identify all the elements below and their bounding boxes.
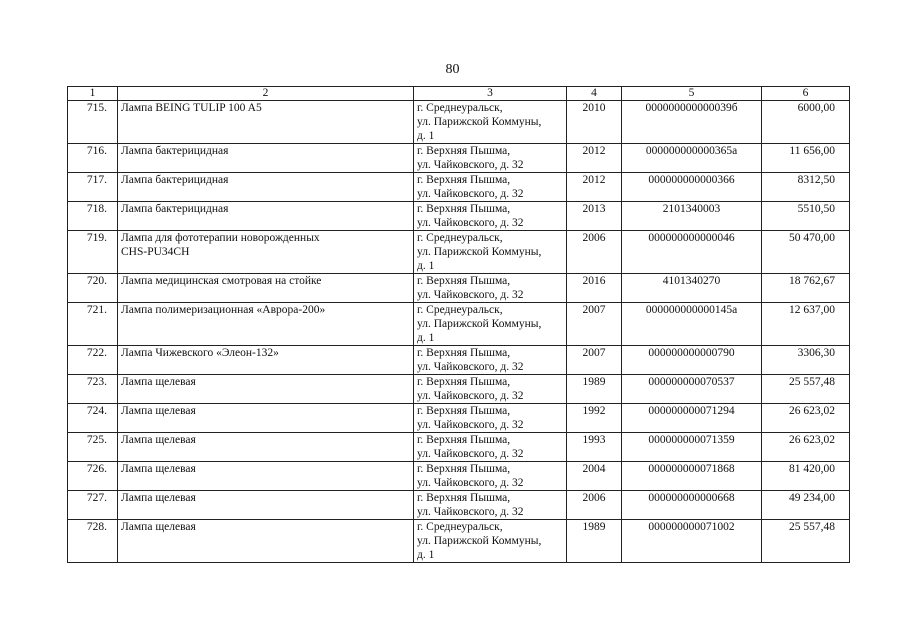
item-name bbox=[118, 491, 414, 520]
column-header: 2 bbox=[118, 87, 414, 101]
item-year: 2012 bbox=[567, 173, 622, 202]
item-name bbox=[118, 346, 414, 375]
address-line: ул. Чайковского, д. 32 bbox=[417, 159, 524, 171]
item-year: 2007 bbox=[567, 303, 622, 346]
address-line: г. Среднеуральск, bbox=[417, 232, 503, 244]
item-year: 2010 bbox=[567, 101, 622, 144]
item-year: 2016 bbox=[567, 274, 622, 303]
item-cost: 3306,30 bbox=[762, 346, 850, 375]
item-address bbox=[414, 274, 567, 303]
address-line: г. Среднеуральск, bbox=[417, 521, 503, 533]
inventory-number: 2101340003 bbox=[622, 202, 762, 231]
table-row bbox=[68, 303, 850, 346]
inventory-number: 000000000000145а bbox=[622, 303, 762, 346]
item-year: 1992 bbox=[567, 404, 622, 433]
item-name bbox=[118, 173, 414, 202]
item-name-line: Лампа бактерицидная bbox=[121, 145, 229, 157]
item-year: 1989 bbox=[567, 520, 622, 563]
item-address bbox=[414, 144, 567, 173]
address-line: ул. Чайковского, д. 32 bbox=[417, 390, 524, 402]
address-line: г. Среднеуральск, bbox=[417, 102, 503, 114]
item-cost: 8312,50 bbox=[762, 173, 850, 202]
item-address bbox=[414, 404, 567, 433]
row-number: 720. bbox=[68, 274, 118, 303]
address-line: ул. Чайковского, д. 32 bbox=[417, 188, 524, 200]
item-year: 2006 bbox=[567, 491, 622, 520]
item-name-line: Лампа бактерицидная bbox=[121, 203, 229, 215]
row-number: 723. bbox=[68, 375, 118, 404]
item-cost: 11 656,00 bbox=[762, 144, 850, 173]
item-name-line: Лампа щелевая bbox=[121, 492, 196, 504]
item-year: 2012 bbox=[567, 144, 622, 173]
item-name-line: CHS-PU34CH bbox=[121, 246, 190, 258]
table-row bbox=[68, 202, 850, 231]
address-line: ул. Чайковского, д. 32 bbox=[417, 477, 524, 489]
address-line: д. 1 bbox=[417, 332, 435, 344]
address-line: ул. Парижской Коммуны, bbox=[417, 246, 542, 258]
inventory-number: 000000000071002 bbox=[622, 520, 762, 563]
row-number: 721. bbox=[68, 303, 118, 346]
item-name-line: Лампа для фототерапии новорожденных bbox=[121, 232, 320, 244]
item-year: 2006 bbox=[567, 231, 622, 274]
inventory-number: 4101340270 bbox=[622, 274, 762, 303]
item-address bbox=[414, 491, 567, 520]
row-number: 719. bbox=[68, 231, 118, 274]
item-cost: 50 470,00 bbox=[762, 231, 850, 274]
row-number: 718. bbox=[68, 202, 118, 231]
table-row bbox=[68, 375, 850, 404]
item-name bbox=[118, 433, 414, 462]
column-header: 5 bbox=[622, 87, 762, 101]
address-line: ул. Парижской Коммуны, bbox=[417, 116, 542, 128]
address-line: г. Верхняя Пышма, bbox=[417, 203, 511, 215]
item-address bbox=[414, 375, 567, 404]
item-address bbox=[414, 101, 567, 144]
item-name-line: Лампа щелевая bbox=[121, 521, 196, 533]
item-cost: 12 637,00 bbox=[762, 303, 850, 346]
row-number: 724. bbox=[68, 404, 118, 433]
item-cost: 49 234,00 bbox=[762, 491, 850, 520]
table-row bbox=[68, 462, 850, 491]
inventory-number: 000000000000039б bbox=[622, 101, 762, 144]
address-line: г. Верхняя Пышма, bbox=[417, 492, 511, 504]
item-address bbox=[414, 520, 567, 563]
table-row bbox=[68, 520, 850, 563]
item-year: 2013 bbox=[567, 202, 622, 231]
item-name-line: Лампа щелевая bbox=[121, 405, 196, 417]
item-cost: 81 420,00 bbox=[762, 462, 850, 491]
item-cost: 6000,00 bbox=[762, 101, 850, 144]
address-line: ул. Чайковского, д. 32 bbox=[417, 448, 524, 460]
address-line: ул. Парижской Коммуны, bbox=[417, 535, 542, 547]
inventory-number: 000000000071359 bbox=[622, 433, 762, 462]
inventory-number: 000000000071294 bbox=[622, 404, 762, 433]
table-row bbox=[68, 274, 850, 303]
item-name-line: Лампа медицинская смотровая на стойке bbox=[121, 275, 322, 287]
address-line: д. 1 bbox=[417, 260, 435, 272]
item-name bbox=[118, 274, 414, 303]
item-name bbox=[118, 303, 414, 346]
item-name-line: Лампа щелевая bbox=[121, 463, 196, 475]
table-row bbox=[68, 491, 850, 520]
item-name bbox=[118, 462, 414, 491]
item-year: 2007 bbox=[567, 346, 622, 375]
item-name-line: Лампа BEING TULIP 100 A5 bbox=[121, 102, 262, 114]
item-name-line: Лампа щелевая bbox=[121, 434, 196, 446]
item-name-line: Лампа бактерицидная bbox=[121, 174, 229, 186]
item-address bbox=[414, 433, 567, 462]
table-row bbox=[68, 101, 850, 144]
item-cost: 26 623,02 bbox=[762, 433, 850, 462]
inventory-number: 000000000000668 bbox=[622, 491, 762, 520]
item-name-line: Лампа щелевая bbox=[121, 376, 196, 388]
address-line: г. Верхняя Пышма, bbox=[417, 376, 511, 388]
row-number: 725. bbox=[68, 433, 118, 462]
item-name bbox=[118, 101, 414, 144]
item-year: 1989 bbox=[567, 375, 622, 404]
header-row bbox=[68, 87, 850, 101]
item-address bbox=[414, 346, 567, 375]
row-number: 715. bbox=[68, 101, 118, 144]
column-header: 6 bbox=[762, 87, 850, 101]
row-number: 717. bbox=[68, 173, 118, 202]
item-year: 1993 bbox=[567, 433, 622, 462]
row-number: 726. bbox=[68, 462, 118, 491]
inventory-number: 000000000070537 bbox=[622, 375, 762, 404]
item-year: 2004 bbox=[567, 462, 622, 491]
item-cost: 18 762,67 bbox=[762, 274, 850, 303]
item-name bbox=[118, 375, 414, 404]
address-line: г. Верхняя Пышма, bbox=[417, 174, 511, 186]
item-address bbox=[414, 202, 567, 231]
inventory-number: 000000000000366 bbox=[622, 173, 762, 202]
item-cost: 5510,50 bbox=[762, 202, 850, 231]
row-number: 727. bbox=[68, 491, 118, 520]
inventory-number: 000000000000365а bbox=[622, 144, 762, 173]
item-address bbox=[414, 231, 567, 274]
address-line: ул. Чайковского, д. 32 bbox=[417, 506, 524, 518]
item-name bbox=[118, 520, 414, 563]
address-line: д. 1 bbox=[417, 130, 435, 142]
property-table bbox=[67, 86, 850, 563]
address-line: д. 1 bbox=[417, 549, 435, 561]
address-line: ул. Парижской Коммуны, bbox=[417, 318, 542, 330]
address-line: ул. Чайковского, д. 32 bbox=[417, 361, 524, 373]
address-line: ул. Чайковского, д. 32 bbox=[417, 419, 524, 431]
address-line: г. Среднеуральск, bbox=[417, 304, 503, 316]
table-row bbox=[68, 433, 850, 462]
item-name-line: Лампа полимеризационная «Аврора-200» bbox=[121, 304, 326, 316]
address-line: ул. Чайковского, д. 32 bbox=[417, 289, 524, 301]
item-cost: 26 623,02 bbox=[762, 404, 850, 433]
address-line: г. Верхняя Пышма, bbox=[417, 463, 511, 475]
item-name-line: Лампа Чижевского «Элеон-132» bbox=[121, 347, 279, 359]
item-address bbox=[414, 173, 567, 202]
row-number: 722. bbox=[68, 346, 118, 375]
column-header: 4 bbox=[567, 87, 622, 101]
item-cost: 25 557,48 bbox=[762, 520, 850, 563]
address-line: г. Верхняя Пышма, bbox=[417, 434, 511, 446]
table-row bbox=[68, 404, 850, 433]
item-name bbox=[118, 404, 414, 433]
address-line: г. Верхняя Пышма, bbox=[417, 347, 511, 359]
address-line: г. Верхняя Пышма, bbox=[417, 405, 511, 417]
inventory-number: 000000000000046 bbox=[622, 231, 762, 274]
table-row bbox=[68, 173, 850, 202]
inventory-number: 000000000071868 bbox=[622, 462, 762, 491]
table-row bbox=[68, 231, 850, 274]
column-header: 3 bbox=[414, 87, 567, 101]
row-number: 728. bbox=[68, 520, 118, 563]
row-number: 716. bbox=[68, 144, 118, 173]
table-row bbox=[68, 346, 850, 375]
item-name bbox=[118, 231, 414, 274]
address-line: г. Верхняя Пышма, bbox=[417, 275, 511, 287]
item-name bbox=[118, 144, 414, 173]
column-header: 1 bbox=[68, 87, 118, 101]
page-number: 80 bbox=[445, 62, 460, 77]
item-name bbox=[118, 202, 414, 231]
inventory-number: 000000000000790 bbox=[622, 346, 762, 375]
address-line: г. Верхняя Пышма, bbox=[417, 145, 511, 157]
item-address bbox=[414, 303, 567, 346]
item-cost: 25 557,48 bbox=[762, 375, 850, 404]
address-line: ул. Чайковского, д. 32 bbox=[417, 217, 524, 229]
item-address bbox=[414, 462, 567, 491]
table-row bbox=[68, 144, 850, 173]
